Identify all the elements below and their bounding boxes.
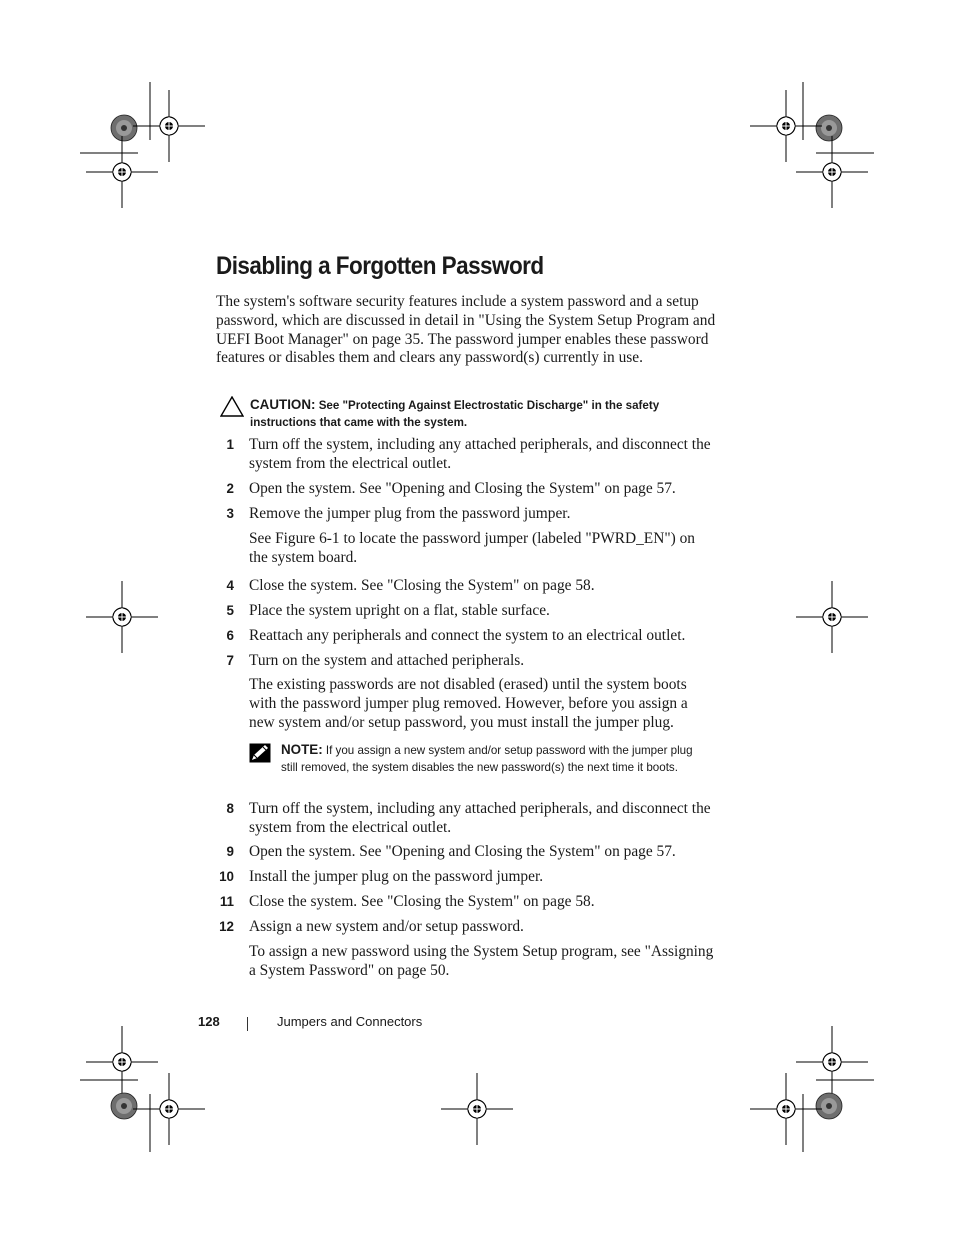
step-text: Reattach any peripherals and connect the system to an electrical outlet. bbox=[249, 627, 686, 644]
caution-text: See "Protecting Against Electrostatic Discharge" in the safety instructions that came with the system. bbox=[250, 399, 660, 429]
step-7-detail: The existing passwords are not disabled (erased) until the system boots with the password jumper plug removed. However, before you assign a new system and/or setup password, you must install the jumper plug. bbox=[249, 676, 688, 731]
step-text: Close the system. See "Closing the System" on page 58. bbox=[249, 577, 595, 594]
step-text: Install the jumper plug on the password jumper. bbox=[249, 868, 544, 885]
step-number: 2 bbox=[226, 481, 234, 496]
caution-triangle-icon bbox=[220, 396, 244, 417]
step-number: 10 bbox=[219, 869, 234, 884]
step-3-detail: See Figure 6-1 to locate the password jumper (labeled "PWRD_EN") on the system board. bbox=[249, 530, 695, 566]
step-number: 8 bbox=[226, 801, 234, 816]
step-text: Place the system upright on a flat, stable surface. bbox=[249, 602, 550, 619]
step-number: 11 bbox=[219, 894, 234, 909]
step-text: Turn off the system, including any attached peripherals, and disconnect the system from the electrical outlet. bbox=[249, 436, 711, 472]
note-pencil-icon bbox=[249, 743, 271, 763]
step-text: Turn off the system, including any attached peripherals, and disconnect the system from the electrical outlet. bbox=[249, 800, 711, 836]
step-text: Remove the jumper plug from the password jumper. bbox=[249, 505, 571, 522]
note-label: NOTE: bbox=[281, 742, 323, 757]
step-text: Open the system. See "Opening and Closing the System" on page 57. bbox=[249, 843, 676, 860]
step-text: Close the system. See "Closing the System" on page 58. bbox=[249, 893, 595, 910]
page-title: Disabling a Forgotten Password bbox=[216, 252, 544, 280]
page-number: 128 bbox=[198, 1014, 220, 1029]
step-number: 1 bbox=[226, 437, 234, 452]
step-number: 5 bbox=[226, 603, 234, 618]
step-12-detail: To assign a new password using the System Setup program, see "Assigning a System Password" on page 50. bbox=[249, 943, 714, 979]
step-number: 7 bbox=[226, 653, 234, 668]
note-text: If you assign a new system and/or setup password with the jumper plug still removed, the system disables the new password(s) the next time it boots. bbox=[281, 744, 693, 774]
caution-label: CAUTION: bbox=[250, 397, 316, 412]
step-text: Open the system. See "Opening and Closing the System" on page 57. bbox=[249, 480, 676, 497]
step-number: 12 bbox=[219, 919, 234, 934]
footer-section-title: Jumpers and Connectors bbox=[277, 1014, 423, 1029]
footer-divider bbox=[247, 1017, 248, 1031]
intro-paragraph: The system's software security features include a system password and a setup password, which are discussed in detail in "Using the System Setup Program and UEFI Boot Manager" on page 35. The password jumper enables these password features or disables them and clears any password(s) currently in use. bbox=[216, 293, 716, 367]
step-text: Assign a new system and/or setup password. bbox=[249, 918, 524, 935]
step-number: 3 bbox=[226, 506, 234, 521]
step-number: 4 bbox=[226, 578, 234, 593]
step-number: 6 bbox=[226, 628, 234, 643]
step-number: 9 bbox=[226, 844, 234, 859]
step-text: Turn on the system and attached peripherals. bbox=[249, 652, 525, 669]
